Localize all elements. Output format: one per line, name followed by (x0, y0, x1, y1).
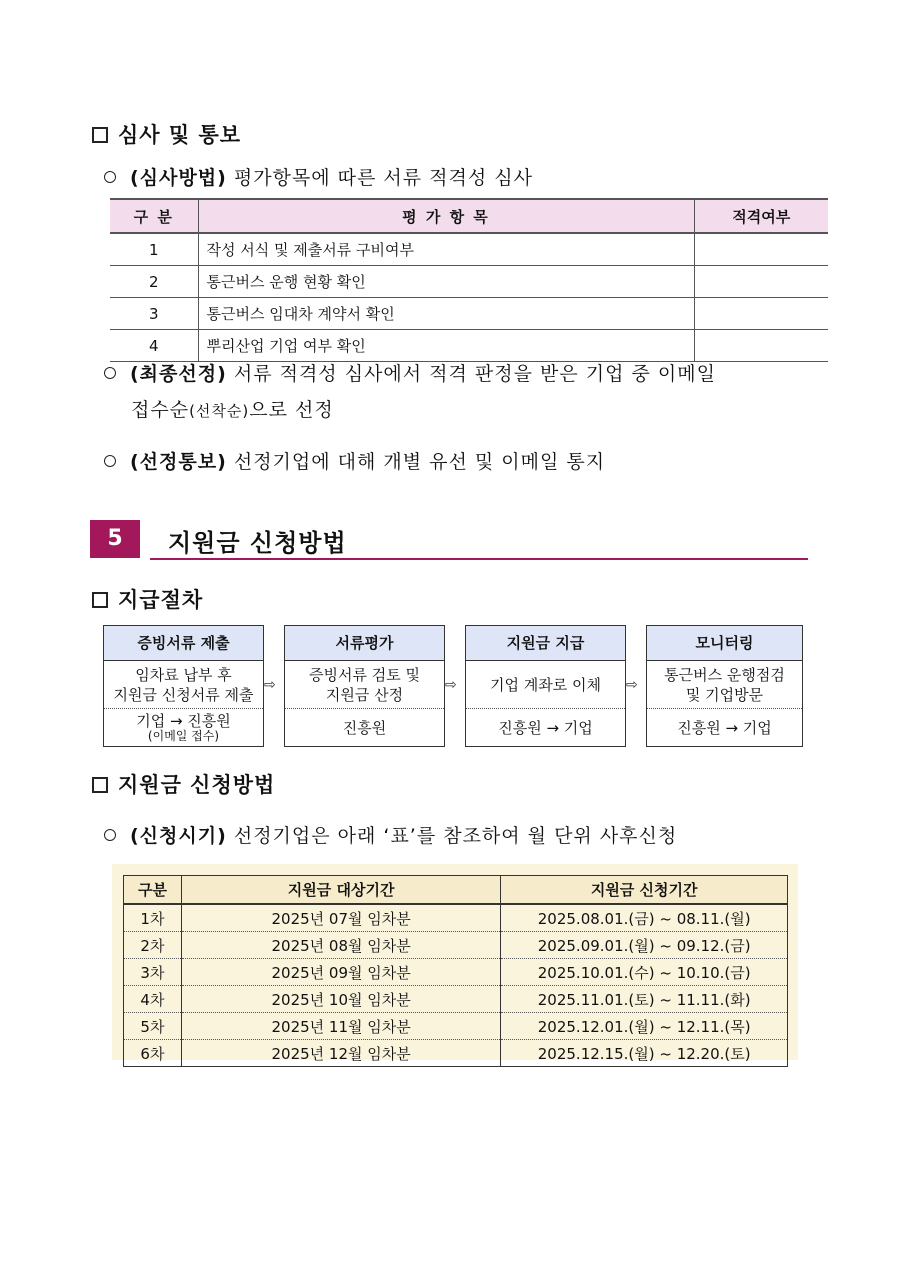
checkbox-square-icon (92, 127, 108, 143)
col-header-application-period: 지원금 신청기간 (501, 876, 788, 905)
review-heading: 심사 및 통보 (92, 119, 241, 149)
step-title: 지원금 지급 (466, 626, 625, 661)
checkbox-square-icon (92, 777, 108, 793)
circle-bullet-icon (104, 829, 116, 841)
step-title: 서류평가 (285, 626, 444, 661)
procedure-heading: 지급절차 (92, 584, 203, 614)
section-number-badge: 5 (90, 520, 140, 558)
application-heading: 지원금 신청방법 (92, 769, 275, 799)
review-method-line: (심사방법) 평가항목에 따른 서류 적격성 심사 (104, 161, 533, 195)
right-arrow-icon: ⇨ (264, 677, 276, 693)
evaluation-table (110, 198, 828, 362)
col-header-items: 평 가 항 목 (198, 199, 694, 233)
circle-bullet-icon (104, 367, 116, 379)
step-title: 증빙서류 제출 (104, 626, 263, 661)
step-body: 증빙서류 검토 및 지원금 산정 (285, 661, 444, 709)
step-title: 모니터링 (647, 626, 802, 661)
table-row: 2 통근버스 운행 현황 확인 (110, 266, 828, 298)
step-actor: 기업 → 진흥원 (이메일 접수) (136, 712, 231, 743)
step-actor: 진흥원 → 기업 (498, 718, 593, 737)
step-body: 임차료 납부 후 지원금 신청서류 제출 (104, 661, 263, 709)
table-row: 1 작성 서식 및 제출서류 구비여부 (110, 233, 828, 266)
table-row: 2차 2025년 08월 임차분 2025.09.01.(월) ~ 09.12.(금) (124, 932, 788, 959)
process-step-review (284, 625, 445, 747)
col-header-round: 구분 (124, 876, 182, 905)
section-title: 지원금 신청방법 (168, 529, 347, 557)
schedule-table-header (124, 876, 788, 905)
step-actor: 진흥원 (342, 718, 387, 737)
section-underline (150, 558, 808, 560)
table-row: 4차 2025년 10월 임차분 2025.11.01.(토) ~ 11.11.(화) (124, 986, 788, 1013)
step-body: 기업 계좌로 이체 (466, 661, 625, 709)
process-step-submit (103, 625, 264, 747)
step-actor: 진흥원 → 기업 (677, 718, 772, 737)
process-step-payment (465, 625, 626, 747)
circle-bullet-icon (104, 171, 116, 183)
schedule-table (123, 875, 788, 1067)
table-row: 6차 2025년 12월 임차분 2025.12.15.(월) ~ 12.20.(토) (124, 1040, 788, 1067)
process-step-monitoring (646, 625, 803, 747)
evaluation-table-header (110, 199, 828, 233)
col-header-category: 구 분 (110, 199, 198, 233)
col-header-eligibility: 적격여부 (694, 199, 828, 233)
table-row: 3 통근버스 임대차 계약서 확인 (110, 298, 828, 330)
final-selection-line-2: 접수순(선착순)으로 선정 (131, 399, 334, 421)
table-row: 1차 2025년 07월 임차분 2025.08.01.(금) ~ 08.11.(월) (124, 904, 788, 932)
table-row: 5차 2025년 11월 임차분 2025.12.01.(월) ~ 12.11.(목) (124, 1013, 788, 1040)
right-arrow-icon: ⇨ (445, 677, 457, 693)
table-row: 4 뿌리산업 기업 여부 확인 (110, 330, 828, 362)
right-arrow-icon: ⇨ (626, 677, 638, 693)
final-selection-line: (최종선정) 서류 적격성 심사에서 적격 판정을 받은 기업 중 이메일 (104, 357, 824, 391)
application-timing-line: (신청시기) 선정기업은 아래 ‘표’를 참조하여 월 단위 사후신청 (104, 819, 677, 853)
circle-bullet-icon (104, 455, 116, 467)
table-row: 3차 2025년 09월 임차분 2025.10.01.(수) ~ 10.10.(금) (124, 959, 788, 986)
step-body: 통근버스 운행점검 및 기업방문 (647, 661, 802, 709)
col-header-target-period: 지원금 대상기간 (181, 876, 500, 905)
checkbox-square-icon (92, 592, 108, 608)
selection-notice-line: (선정통보) 선정기업에 대해 개별 유선 및 이메일 통지 (104, 445, 605, 479)
